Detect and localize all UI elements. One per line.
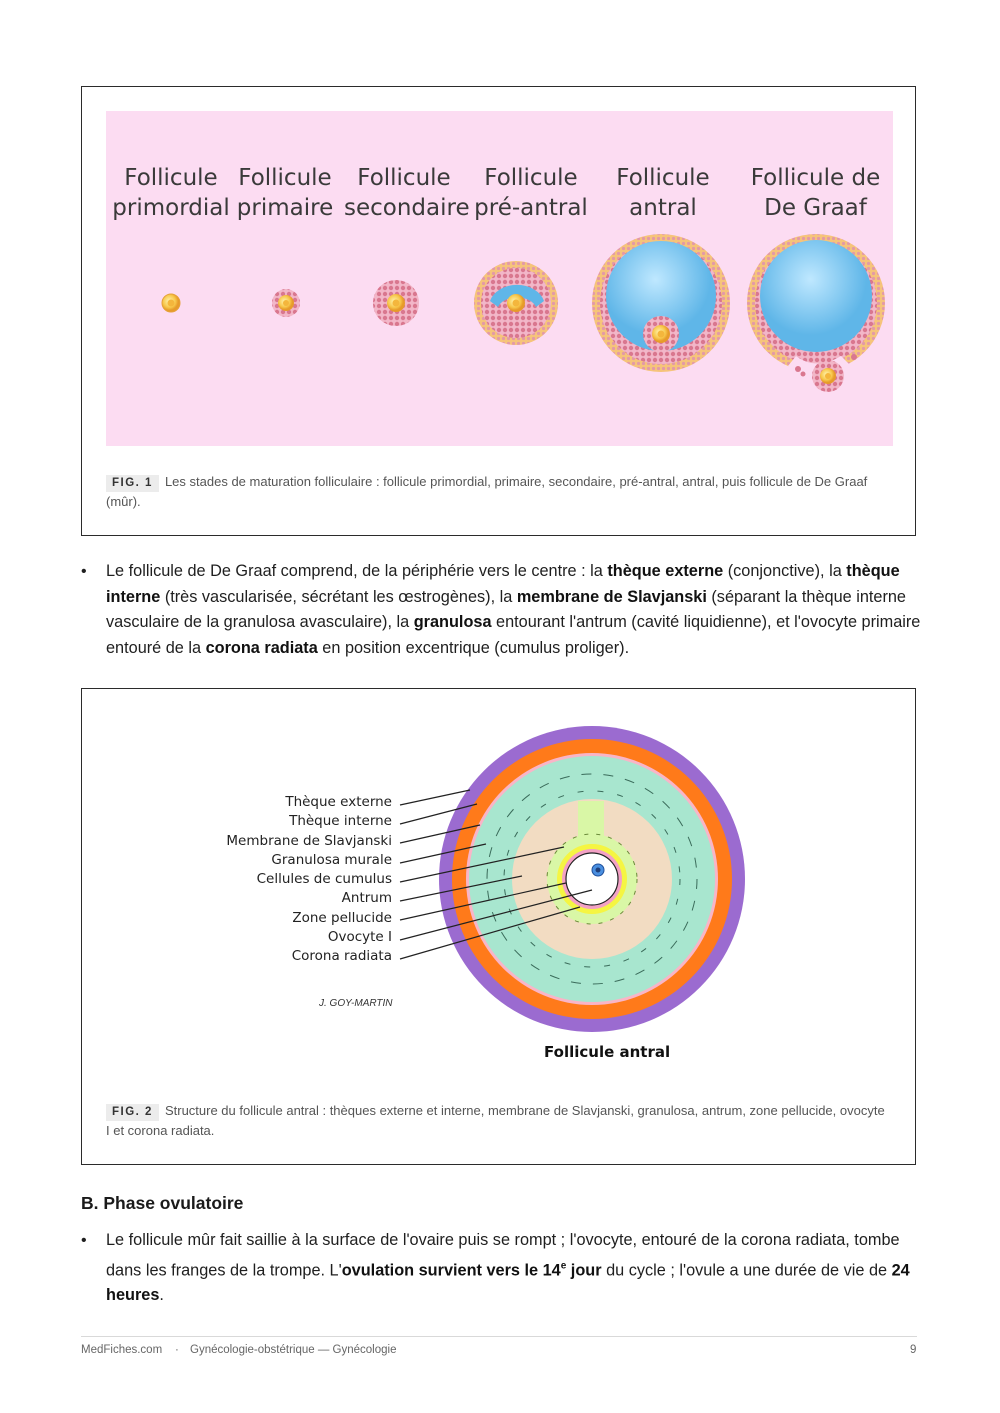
stage-label-de-graaf: Follicule de De Graaf bbox=[750, 165, 881, 221]
figure-tag: FIG. 1 bbox=[106, 475, 159, 492]
bullet-paragraph-ovulation bbox=[81, 1228, 921, 1309]
stage-label-primordial: Follicule primordial bbox=[112, 165, 230, 221]
figure-2-caption: FIG. 2 Structure du follicule antral : thèques externe et interne, membrane de Slavjanski, granulosa, antrum, zone pellucide, ovocyte I et corona radiata. bbox=[106, 1103, 885, 1138]
label-zone-pellucide: Zone pellucide bbox=[292, 910, 392, 926]
bullet-paragraph-de-graaf bbox=[81, 559, 921, 661]
stage-label-secondaire: Follicule secondaire bbox=[344, 165, 470, 221]
label-theque-externe: Thèque externe bbox=[285, 794, 392, 810]
figure-1-caption: FIG. 1 Les stades de maturation folliculaire : follicule primordial, primaire, secondaire, pré-antral, antral, puis follicule de De Graaf (mûr). bbox=[106, 474, 868, 509]
follicle-pre-antral-drawing bbox=[474, 261, 558, 345]
stage-label-primaire: Follicule primaire bbox=[236, 165, 334, 221]
page-number: 9 bbox=[910, 1344, 917, 1356]
follicle-de-graaf-drawing bbox=[747, 234, 885, 392]
label-antrum: Antrum bbox=[341, 890, 392, 906]
figure-1 bbox=[81, 86, 916, 536]
figure-tag: FIG. 2 bbox=[106, 1104, 159, 1121]
diagram-title: Follicule antral bbox=[544, 1043, 671, 1061]
follicle-stages-illustration bbox=[106, 111, 893, 446]
stage-label-antral: Follicule antral bbox=[616, 165, 710, 221]
diagram-credit: J. GOY-MARTIN bbox=[319, 998, 393, 1009]
follicle-primaire-drawing bbox=[272, 289, 300, 317]
section-title: B. Phase ovulatoire bbox=[81, 1193, 244, 1213]
label-granulosa-murale: Granulosa murale bbox=[271, 852, 392, 868]
figure-2 bbox=[81, 688, 916, 1165]
label-corona-radiata: Corona radiata bbox=[291, 948, 392, 964]
footer-category: Gynécologie-obstétrique — Gynécologie bbox=[190, 1344, 397, 1356]
follicle-antral-drawing bbox=[592, 234, 730, 372]
paragraph-text: Le follicule mûr fait saillie à la surface de l'ovaire puis se rompt ; l'ovocyte, entouré de la corona radiata, tombe dans les franges de la trompe. L'ovulation survient vers le 14e jour du cycle ; l'ovule a une durée de vie de 24 heures. bbox=[106, 1231, 910, 1305]
antral-follicle-diagram bbox=[82, 689, 917, 1069]
stage-label-pre-antral: Follicule pré-antral bbox=[474, 165, 588, 221]
bullet-dot: • bbox=[81, 563, 87, 580]
footer-site[interactable]: MedFiches.com bbox=[81, 1344, 163, 1356]
label-membrane-slavjanski: Membrane de Slavjanski bbox=[226, 833, 392, 849]
footer-divider bbox=[81, 1336, 917, 1337]
bullet-dot: • bbox=[81, 1232, 87, 1249]
paragraph-text: Le follicule de De Graaf comprend, de la périphérie vers le centre : la thèque externe (conjonctive), la thèque interne (très vascularisée, sécrétant les œstrogènes), la membrane de Slavjanski (séparant la thèque interne vasculaire de la granulosa avasculaire), la granulosa entourant l'antrum (cavité liquidienne), et l'ovocyte primaire entouré de la corona radiata en position excentrique (cumulus proliger). bbox=[106, 562, 921, 657]
label-theque-interne: Thèque interne bbox=[289, 813, 392, 829]
follicle-drawings bbox=[106, 111, 893, 446]
label-ovocyte: Ovocyte I bbox=[327, 929, 392, 945]
label-cellules-cumulus: Cellules de cumulus bbox=[256, 871, 392, 887]
follicle-secondaire-drawing bbox=[373, 280, 419, 326]
footer-separator: · bbox=[175, 1344, 179, 1356]
follicle-primordial-drawing bbox=[162, 294, 180, 312]
